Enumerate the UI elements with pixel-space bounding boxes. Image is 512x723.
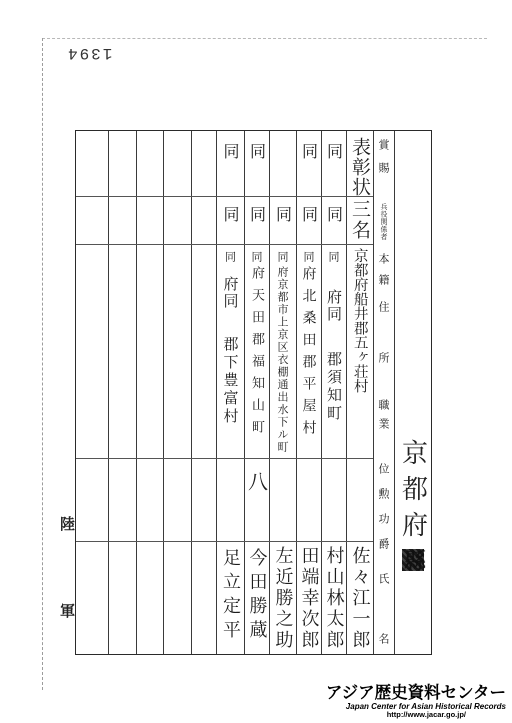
domicile-prefix: 同 [250,251,263,262]
header-military-relation: 兵役関係者 [380,203,388,241]
header-column [373,131,394,693]
table-rule [191,131,192,654]
header-occupation: 職業 [377,399,390,437]
relation-cell: 三名 [349,199,371,241]
domicile-cell: 府北桑田郡平屋村 [300,266,317,442]
table-rule [163,131,164,654]
domicile-prefix: 同 [302,251,315,262]
award-cell: 同 [221,143,240,159]
scan-edge-top [42,38,487,39]
record-column [269,131,296,654]
relation-cell: 同 [324,206,344,222]
domicile-cell: 郡須知町 [325,351,343,423]
name-cell: 今田勝蔵 [246,548,268,644]
header-domicile: 本籍 [377,253,390,295]
domicile-cell: 京都府船井郡五ヶ荘村 [351,248,368,393]
record-column [346,131,373,654]
archive-watermark [314,684,506,719]
domicile-cell: 府京都市上京区衣棚通出水下ル町 [276,266,289,454]
record-column [321,131,346,654]
relation-cell: 同 [247,206,267,222]
prefecture-column [394,131,431,654]
award-cell: 同 [324,143,344,159]
name-cell: 村山林太郎 [323,546,345,651]
domicile-cell: 府同 [325,289,343,323]
name-cell: 佐々江一郎 [349,546,371,651]
record-column [216,131,244,654]
relation-cell: 同 [221,206,240,222]
header-address: 住所 [377,301,390,403]
award-cell: 同 [247,143,267,159]
domicile-prefix: 同 [223,251,237,262]
name-cell: 田端幸次郎 [298,546,320,651]
name-cell: 足立定平 [220,548,241,644]
domicile-prefix: 同 [276,251,289,262]
relation-cell: 同 [299,206,319,222]
table-rule [108,131,109,654]
domicile-prefix: 同 [327,251,340,262]
domicile-cell: 府天田郡福知山町 [249,266,264,442]
archive-name-jp: アジア歴史資料センター [325,683,506,702]
relation-cell: 同 [273,206,293,222]
award-table [75,130,432,693]
header-name: 氏名 [377,573,390,693]
page-number: 1394 [66,44,113,62]
side-label-top: 陸 [60,515,76,533]
domicile-cell: 府同 [221,276,240,310]
side-label-bottom: 軍 [60,602,76,620]
scan-edge-left [42,38,43,690]
domicile-cell: 郡下豊富村 [221,336,240,426]
name-cell: 左近勝之助 [272,546,294,651]
award-cell: 表彰状 [349,137,371,197]
archive-name-en: Japan Center for Asian Historical Records [345,702,506,711]
struck-out-char: 縣 [400,549,426,571]
award-cell: 同 [299,143,319,159]
header-rank: 位勲功爵 [377,463,390,563]
record-column [244,131,269,654]
header-award: 賞賜 [377,139,390,185]
record-column [296,131,321,654]
table-rule [136,131,137,654]
archive-url: http://www.jacar.go.jp/ [386,710,466,719]
rank-cell: 八 [244,471,269,491]
prefecture-name: 京都府 [397,439,428,547]
